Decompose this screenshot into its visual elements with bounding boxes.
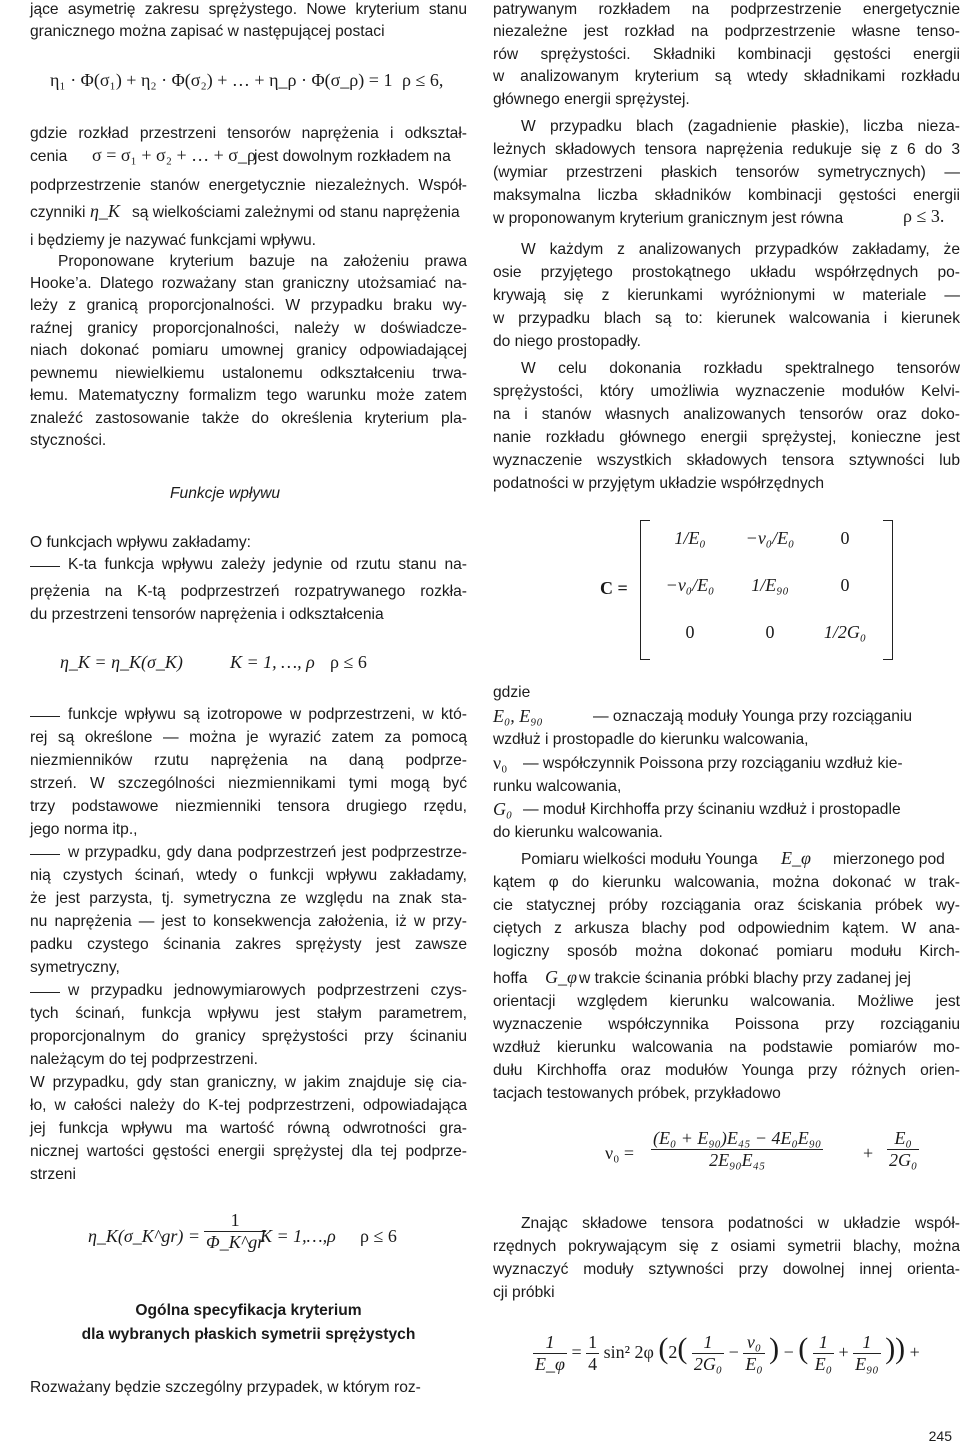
text-line: wzdłuż kierunku walcowania na podstawie pomiarów mo- bbox=[493, 1039, 960, 1056]
text-line: ło, w całości należy do K-tej podprzestrzeni, odpowiadająca bbox=[30, 1097, 467, 1114]
text-line: pewnemu niewielkiemu ustalonemu odkształceniu trwa- bbox=[30, 365, 467, 382]
text-line: w trakcie ścinania próbki blachy przy zadanej jej bbox=[579, 970, 911, 987]
fraction-denominator: Φ_K^gr bbox=[206, 1232, 265, 1252]
equation-1-condition: ρ ≤ 6, bbox=[402, 70, 444, 90]
text-line: symetryczny, bbox=[30, 959, 120, 976]
text-line: niezmienników rzutu naprężenia na daną podprze- bbox=[30, 752, 467, 769]
text-line: wzdłuż i prostopadle do kierunku walcowania, bbox=[493, 731, 809, 748]
text-line: podatności w przyjętym układzie współrzędnych bbox=[493, 475, 825, 492]
bullet-dash bbox=[30, 566, 60, 567]
equals-sign: = bbox=[571, 1342, 582, 1362]
fraction-denominator: 2G₀ bbox=[889, 1150, 918, 1170]
text-line: cenia bbox=[30, 148, 68, 165]
coefficient: 2 bbox=[668, 1342, 678, 1362]
equation-3-range: K = 1,…,ρ bbox=[260, 1226, 336, 1246]
fraction-numerator: 1 bbox=[204, 1210, 266, 1232]
text-line: sprężystości, który umożliwia wyznaczenie modułów Kelvi- bbox=[493, 383, 960, 400]
matrix-cell: 1/E₀ bbox=[674, 528, 706, 548]
text-line: W każdym z analizowanych przypadków zakładamy, że bbox=[521, 241, 960, 258]
text-line: głównego energii sprężystej. bbox=[493, 91, 690, 108]
fraction-numerator: 1 bbox=[588, 1332, 598, 1353]
matrix-cell: 0 bbox=[840, 528, 850, 548]
fraction-denominator: E_φ bbox=[535, 1354, 565, 1375]
text-line: — oznaczają moduły Younga przy rozciąganiu bbox=[593, 708, 913, 725]
equation-nu-plus: + bbox=[863, 1143, 874, 1163]
fraction-denominator: E₀ bbox=[814, 1354, 833, 1375]
text-line: — współczynnik Poissona przy rozciąganiu wzdłuż kie- bbox=[523, 755, 903, 772]
text-line: do niego prostopadły. bbox=[493, 333, 641, 350]
text-line: na i stanów własnych analizowanych tensorów oraz doko- bbox=[493, 406, 960, 423]
text-line: trzy podstawowe niezmienniki tensora drugiego rzędu, bbox=[30, 798, 467, 815]
matrix-bracket-left bbox=[640, 520, 650, 660]
section-heading-line: dla wybranych płaskich symetrii sprężystych bbox=[81, 1326, 416, 1343]
text-line: cji próbki bbox=[493, 1284, 555, 1301]
compliance-matrix bbox=[600, 520, 900, 660]
text-line: nu naprężenia — jest to konsekwencja założenia, iż w przy- bbox=[30, 913, 467, 930]
equation-3-fraction bbox=[204, 1210, 266, 1253]
text-line: łemu. Matematyczny formalizm tego warunku może zatem bbox=[30, 387, 467, 404]
text-line: krywają się z kierunkami wyróżnionymi w materiale — bbox=[493, 287, 960, 304]
symbol-def: E₀, E₉₀ bbox=[493, 706, 543, 726]
equation-nu-lhs: ν₀ = bbox=[605, 1143, 635, 1163]
fraction-numerator: 1 bbox=[692, 1332, 724, 1354]
text-line: — moduł Kirchhoffa przy ścinaniu wzdłuż i prostopadle bbox=[523, 801, 901, 818]
matrix-cell: 0 bbox=[765, 622, 775, 642]
text-line: że jest parzysta, tj. symetryczna ze względu na znak sta- bbox=[30, 890, 467, 907]
inline-math: ρ ≤ 3. bbox=[903, 206, 945, 226]
text-line: nanie rozkładu głównego energii sprężystej, konieczne jest bbox=[493, 429, 960, 446]
fraction-denominator: E₀ bbox=[745, 1354, 763, 1375]
equation-modulus: $\frac{1}{E\_\varphi}$ = $\frac{1}{4}$ sin² 2φ (2( $\frac{1}{\text{2G₀}}$ − $\frac{\text{ν₀}}{\text{E₀}}$ ) − ( $\frac{1}{\text{E₀}}$ + $\frac{1}{\text{E₉₀}}$ )) + bbox=[535, 1332, 920, 1375]
text-line: w analizowanym kryterium są wtedy składnikami rozkładu bbox=[493, 68, 960, 85]
text-line: strzeń. W szczególności niezmiennikami tymi mogą być bbox=[30, 775, 467, 792]
text-line: Rozważany będzie szczególny przypadek, w którym roz- bbox=[30, 1379, 421, 1396]
text-line: logiczny sposób można dokonać pomiaru modułu Kirch- bbox=[493, 943, 960, 960]
matrix-cell: 0 bbox=[840, 575, 850, 595]
text-line: ciętych z arkusza blachy pod odpowiednim kątem. W ana- bbox=[493, 920, 960, 937]
fraction-numerator: E₀ bbox=[887, 1128, 919, 1150]
fraction-denominator: 4 bbox=[588, 1354, 598, 1375]
text-line: padku czystego ścinania zakres sprężysty jest zawsze bbox=[30, 936, 467, 953]
matrix-cell: 0 bbox=[685, 622, 695, 642]
text-line: hoffa bbox=[493, 970, 528, 987]
text-line: W przypadku, gdy stan graniczny, w jakim znajduje się cia- bbox=[30, 1074, 467, 1091]
matrix-label: C = bbox=[600, 578, 628, 598]
plus-sign: + bbox=[909, 1342, 920, 1362]
fraction-numerator: 1 bbox=[813, 1332, 834, 1354]
fraction-denominator: 2G₀ bbox=[693, 1354, 723, 1375]
text-line: do kierunku walcowania. bbox=[493, 824, 663, 841]
text-line: runku walcowania, bbox=[493, 778, 622, 795]
text-line: granicznego można zapisać w następującej postaci bbox=[30, 23, 385, 40]
bullet-dash bbox=[30, 854, 60, 855]
text-line: znaleźć zastosowanie także do określenia kryterium pla- bbox=[30, 410, 467, 427]
sine-term: sin² 2φ bbox=[603, 1342, 654, 1362]
fraction-denominator: 2E₉₀E₄₅ bbox=[709, 1150, 766, 1170]
text-line: i będziemy je nazywać funkcjami wpływu. bbox=[30, 232, 316, 249]
equation-2-range: K = 1, …, ρ bbox=[230, 652, 315, 672]
text-line: w przypadku, gdy dana podprzestrzeń jest podprzestrze- bbox=[68, 844, 467, 861]
inline-math: η_K bbox=[90, 201, 120, 221]
text-line: nią czystych ścinań, wtedy o funkcji wpływu zakładamy, bbox=[30, 867, 467, 884]
minus-sign: − bbox=[783, 1342, 794, 1362]
symbol-def: G₀ bbox=[493, 799, 513, 819]
text-line: W celu dokonania rozkładu spektralnego tensorów bbox=[521, 360, 960, 377]
text-line: gdzie bbox=[493, 684, 531, 701]
text-line: kątem φ do kierunku walcowania, można dokonać w trak- bbox=[493, 874, 960, 891]
text-line: strzeni bbox=[30, 1166, 76, 1183]
text-line: leżnych składowych tensora naprężenia redukuje się z 6 do 3 bbox=[493, 141, 960, 158]
text-line: osie przyjętego prostokątnego układu współrzędnych po- bbox=[493, 264, 960, 281]
fraction-numerator: (E₀ + E₉₀)E₄₅ − 4E₀E₉₀ bbox=[653, 1128, 822, 1148]
text-line: gdzie rozkład przestrzeni tensorów naprężenia i odkształ- bbox=[30, 125, 467, 142]
text-line: tych ścinań, funkcja wpływu jest stałym parametrem, bbox=[30, 1005, 467, 1022]
fraction-numerator: 1 bbox=[853, 1332, 881, 1354]
bullet-dash bbox=[30, 716, 60, 717]
text-line: w przypadku jednowymiarowych podprzestrzeni czys- bbox=[68, 982, 467, 999]
matrix-cell: 1/E₉₀ bbox=[751, 575, 789, 595]
text-line: K-ta funkcja wpływu zależy jedynie od rzutu stanu na- bbox=[68, 556, 467, 573]
text-line: w przypadku blach są to: kierunek walcowania i kierunek bbox=[493, 310, 960, 327]
text-line: są wielkościami zależnymi od stanu naprężenia bbox=[132, 204, 460, 221]
inline-math: E_φ bbox=[781, 848, 811, 868]
text-line: W przypadku blach (zagadnienie płaskie), liczba nieza- bbox=[521, 118, 960, 135]
text-line: wyznaczenie współczynnika Poissona przy rozciąganiu bbox=[493, 1016, 960, 1033]
text-line: Znając składowe tensora podatności w układzie współ- bbox=[521, 1215, 960, 1232]
page-number: 245 bbox=[928, 1428, 952, 1444]
text-line: du przestrzeni tensorów naprężenia i odkształcenia bbox=[30, 606, 384, 623]
text-line: tacjach testowanych próbek, przykładowo bbox=[493, 1085, 781, 1102]
equation-3-condition: ρ ≤ 6 bbox=[360, 1226, 397, 1246]
text-line: leży z granicą proporcjonalności. W przypadku braku wy- bbox=[30, 297, 467, 314]
matrix-cell: −ν₀/E₀ bbox=[665, 575, 715, 595]
text-line: funkcje wpływu są izotropowe w podprzestrzeni, w któ- bbox=[68, 706, 467, 723]
plus-sign: + bbox=[838, 1342, 849, 1362]
text-line: Proponowane kryterium bazuje na założeniu prawa bbox=[58, 253, 467, 270]
text-line: Pomiaru wielkości modułu Younga bbox=[521, 851, 758, 868]
text-line: nicznej wartości gęstości energii sprężystej dla tej podprze- bbox=[30, 1143, 467, 1160]
matrix-bracket-right bbox=[883, 520, 893, 660]
equation-nu-fraction bbox=[651, 1128, 823, 1171]
inline-math: σ = σ₁ + σ₂ + … + σ_ρ bbox=[92, 145, 256, 165]
text-line: dułu Kirchhoffa oraz modułów Younga przy różnych orien- bbox=[493, 1062, 960, 1079]
symbol-def: ν₀ bbox=[493, 753, 508, 773]
text-line: prężenia na K-tą podprzestrzeń rozpatrywanego rozkła- bbox=[30, 583, 467, 600]
text-line: proporcjonalnym do granicy sprężystości przy ścinaniu bbox=[30, 1028, 467, 1045]
minus-sign: − bbox=[728, 1342, 739, 1362]
matrix-cell: 1/2G₀ bbox=[823, 622, 867, 642]
text-line: Hooke’a. Dlatego rozważany stan graniczny utożsamiać na- bbox=[30, 275, 467, 292]
text-line: w proponowanym kryterium granicznym jest równa bbox=[493, 210, 844, 227]
bullet-dash bbox=[30, 992, 60, 993]
section-subheading: Funkcje wpływu bbox=[170, 485, 281, 502]
text-line: mierzonego pod bbox=[833, 851, 945, 868]
text-line: podprzestrzenie stanów energetycznie niezależnych. Współ- bbox=[30, 177, 467, 194]
equation-2-condition: ρ ≤ 6 bbox=[330, 652, 367, 672]
text-line: rów sprężystości. Składniki kombinacji gęstości energii bbox=[493, 46, 960, 63]
matrix-cell: −ν₀/E₀ bbox=[745, 528, 795, 548]
text-line: jest dowolnym rozkładem na bbox=[254, 148, 451, 165]
text-line: rej są określone — można je wyrazić zatem za pomocą bbox=[30, 729, 467, 746]
text-line: maksymalna liczba składników kombinacji gęstości energii bbox=[493, 187, 960, 204]
text-line: niach dokonać pomiaru umownej granicy odpowiadającej bbox=[30, 342, 467, 359]
text-line: styczności. bbox=[30, 432, 107, 449]
fraction-numerator: 1 bbox=[533, 1332, 567, 1354]
inline-math: G_φ bbox=[545, 967, 577, 987]
text-line: jące asymetrię zakresu sprężystego. Nowe kryterium stanu bbox=[30, 1, 467, 18]
text-line: orientacji względem kierunku walcowania. Możliwe jest bbox=[493, 993, 960, 1010]
fraction-numerator: ν₀ bbox=[743, 1332, 764, 1354]
text-line: O funkcjach wpływu zakładamy: bbox=[30, 534, 252, 551]
text-line: cie statycznej próby rozciągania oraz ściskania próbek wy- bbox=[493, 897, 960, 914]
equation-1: η₁ · Φ(σ₁) + η₂ · Φ(σ₂) + … + η_ρ · Φ(σ_ρ) = 1 bbox=[50, 70, 393, 90]
text-line: niezależne jest rozkład na podprzestrzenie własne tenso- bbox=[493, 23, 960, 40]
fraction-denominator: E₉₀ bbox=[855, 1354, 879, 1375]
text-line: należącym do tej podprzestrzeni. bbox=[30, 1051, 258, 1068]
text-line: rzędnych pokrywającym się z osiami symetrii blachy, można bbox=[493, 1238, 960, 1255]
text-line: raźnej granicy proporcjonalności, należy w doświadcze- bbox=[30, 320, 467, 337]
text-line: wyznaczyć moduły sztywności przy dowolnej innej orienta- bbox=[493, 1261, 960, 1278]
text-line: wyznaczenie wszystkich składowych tensora sztywności lub bbox=[493, 452, 960, 469]
text-line: patrywanym rozkładem na podprzestrzenie energetycznie bbox=[493, 1, 960, 18]
equation-nu-fraction-2 bbox=[887, 1128, 919, 1171]
equation-3-lhs: η_K(σ_K^gr) = bbox=[88, 1226, 201, 1246]
equation-2: η_K = η_K(σ_K) bbox=[60, 652, 183, 672]
section-heading-line: Ogólna specyfikacja kryterium bbox=[135, 1302, 362, 1319]
text-line: czynniki bbox=[30, 204, 86, 221]
text-line: jej funkcja wpływu ma wartość równą odwrotności gra- bbox=[30, 1120, 467, 1137]
text-line: jego norma itp., bbox=[30, 821, 138, 838]
text-line: (wymiar przestrzeni płaskich tensorów symetrycznych) — bbox=[493, 164, 960, 181]
